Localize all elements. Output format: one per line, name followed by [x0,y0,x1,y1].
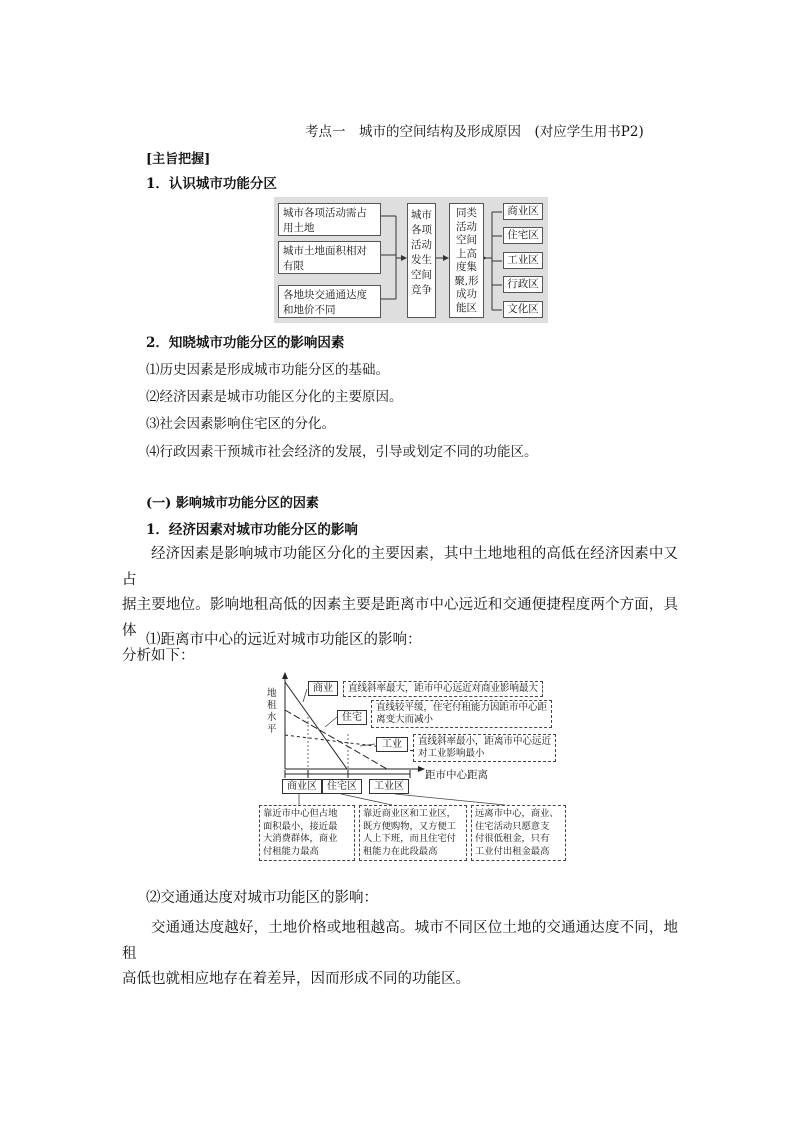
factor-item-3: ⑶社会因素影响住宅区的分化。 [146,416,335,432]
note-industrial-line: 对工业影响最小 [418,748,485,759]
zone-cultural: 文化区 [503,301,543,318]
zone-residential: 住宅区 [503,227,543,244]
zone-tag-industrial: 工业区 [369,779,409,794]
explanation-line: 住宅活动只愿意支 [475,820,550,832]
source-box-2: 城市土地面积相对有限 [278,241,381,274]
y-axis-label-char: 地 [267,688,277,699]
y-axis-label-char: 水 [267,712,277,723]
agglomeration-line: 上高 [456,247,477,260]
zone-tag-residential: 住宅区 [322,779,362,794]
zone-administrative: 行政区 [503,276,543,293]
explanation-line: 靠近市中心但占地 [263,808,338,819]
competition-box [407,203,436,318]
tag-industrial: 工业 [376,737,408,752]
page-title: 考点一 城市的空间结构及形成原因 (对应学生用书P2) [305,124,644,140]
explanation-line: 靠近商业区和工业区， [363,808,456,819]
explanation-line: 面积最小，接近最 [263,820,338,832]
y-axis-label-char: 租 [267,700,277,711]
source-box-1: 城市各项活动需占用土地 [278,203,381,236]
y-axis-label [267,688,279,736]
section-label: [主旨把握] [146,152,211,167]
note-industrial-line: 直线斜率最小，距离市中心远近 [418,736,552,747]
note-residential-line: 直线较平缓，住宅付租能力因距市中心距 [376,702,548,713]
zone-tag-commercial: 商业区 [282,779,322,794]
note-residential [371,700,552,728]
explanation-line: 既方便购物，又方便工 [363,820,456,832]
explanation-line: 付租能力最高 [263,845,319,857]
explanation-commercial [259,805,355,861]
agglomeration-line: 聚,形 [454,274,479,287]
agglomeration-line: 同类 [456,207,477,219]
agglomeration-line: 活动 [456,220,477,233]
competition-line: 空间 [411,269,432,281]
agglomeration-box [449,203,484,318]
tag-residential: 住宅 [337,710,367,725]
explanation-line: 人上下班，而且住宅付 [363,833,456,845]
competition-line: 活动 [411,239,432,251]
note-commercial: 直线斜率最大，距市中心远近对商业影响最大 [343,681,543,697]
agglomeration-line: 能区 [456,301,477,314]
agglomeration-line: 度集 [456,261,477,273]
agglomeration-line: 空间 [456,234,477,246]
paragraph-line: 交通通达度越好，土地价格或地租越高。城市不同区位土地的交通通达度不同，地租 [122,920,678,962]
x-axis-label: 距市中心距离 [425,769,488,781]
competition-line: 竞争 [411,284,432,296]
factor-item-4: ⑷行政因素干预城市社会经济的发展，引导或划定不同的功能区。 [146,444,538,460]
explanation-line: 付很低租金，只有 [475,833,550,845]
explanation-line: 大消费群体，商业 [263,833,338,845]
paragraph-economic [122,542,678,670]
competition-line: 发生 [411,254,432,266]
explanation-industrial [471,805,566,861]
source-box-3: 各地块交通通达度和地价不同 [278,285,381,318]
paragraph-line: 高低也就相应地存在着差异，因而形成不同的功能区。 [122,971,470,987]
paragraph-line: 经济因素是影响城市功能区分化的主要因素，其中土地地租的高低在经济因素中又占 [122,546,678,588]
paragraph-line: 分析如下： [122,648,195,664]
note-residential-line: 离变大而减小 [376,714,434,725]
competition-line: 各项 [411,224,432,236]
competition-line: 城市 [411,209,432,221]
explanation-line: 租能力在此段最高 [363,845,438,857]
explanation-line: 工业付出租金最高 [475,845,550,857]
factor-item-2: ⑵经济因素是城市功能区分化的主要原因。 [146,389,403,405]
paragraph-transport [122,916,678,993]
explanation-residential [359,805,467,861]
y-axis-label-char: 平 [267,724,277,735]
zone-industrial: 工业区 [503,252,543,269]
bid-rent-chart [255,672,570,862]
heading-sub1: 1．经济因素对城市功能分区的影响 [146,522,358,538]
zone-commercial: 商业区 [503,203,543,220]
heading-point2: 2．知晓城市功能分区的影响因素 [146,335,345,351]
paragraph-line: 据主要地位。影响地租高低的因素主要是距离市中心远近和交通便捷程度两个方面，具体 [122,597,678,639]
heading-part1: (一) 影响城市功能分区的因素 [146,496,319,511]
function-zone-flow-diagram [274,197,548,323]
note-industrial [413,734,556,762]
explanation-line: 远离市中心，商业、 [475,808,559,819]
agglomeration-line: 成功 [456,288,477,300]
item-transport: ⑵交通通达度对城市功能区的影响： [146,890,378,906]
tag-commercial: 商业 [308,681,338,696]
heading-point1: 1．认识城市功能分区 [146,176,277,192]
item-distance: ⑴距离市中心的远近对城市功能区的影响： [146,632,422,648]
factor-item-1: ⑴历史因素是形成城市功能分区的基础。 [146,362,389,378]
